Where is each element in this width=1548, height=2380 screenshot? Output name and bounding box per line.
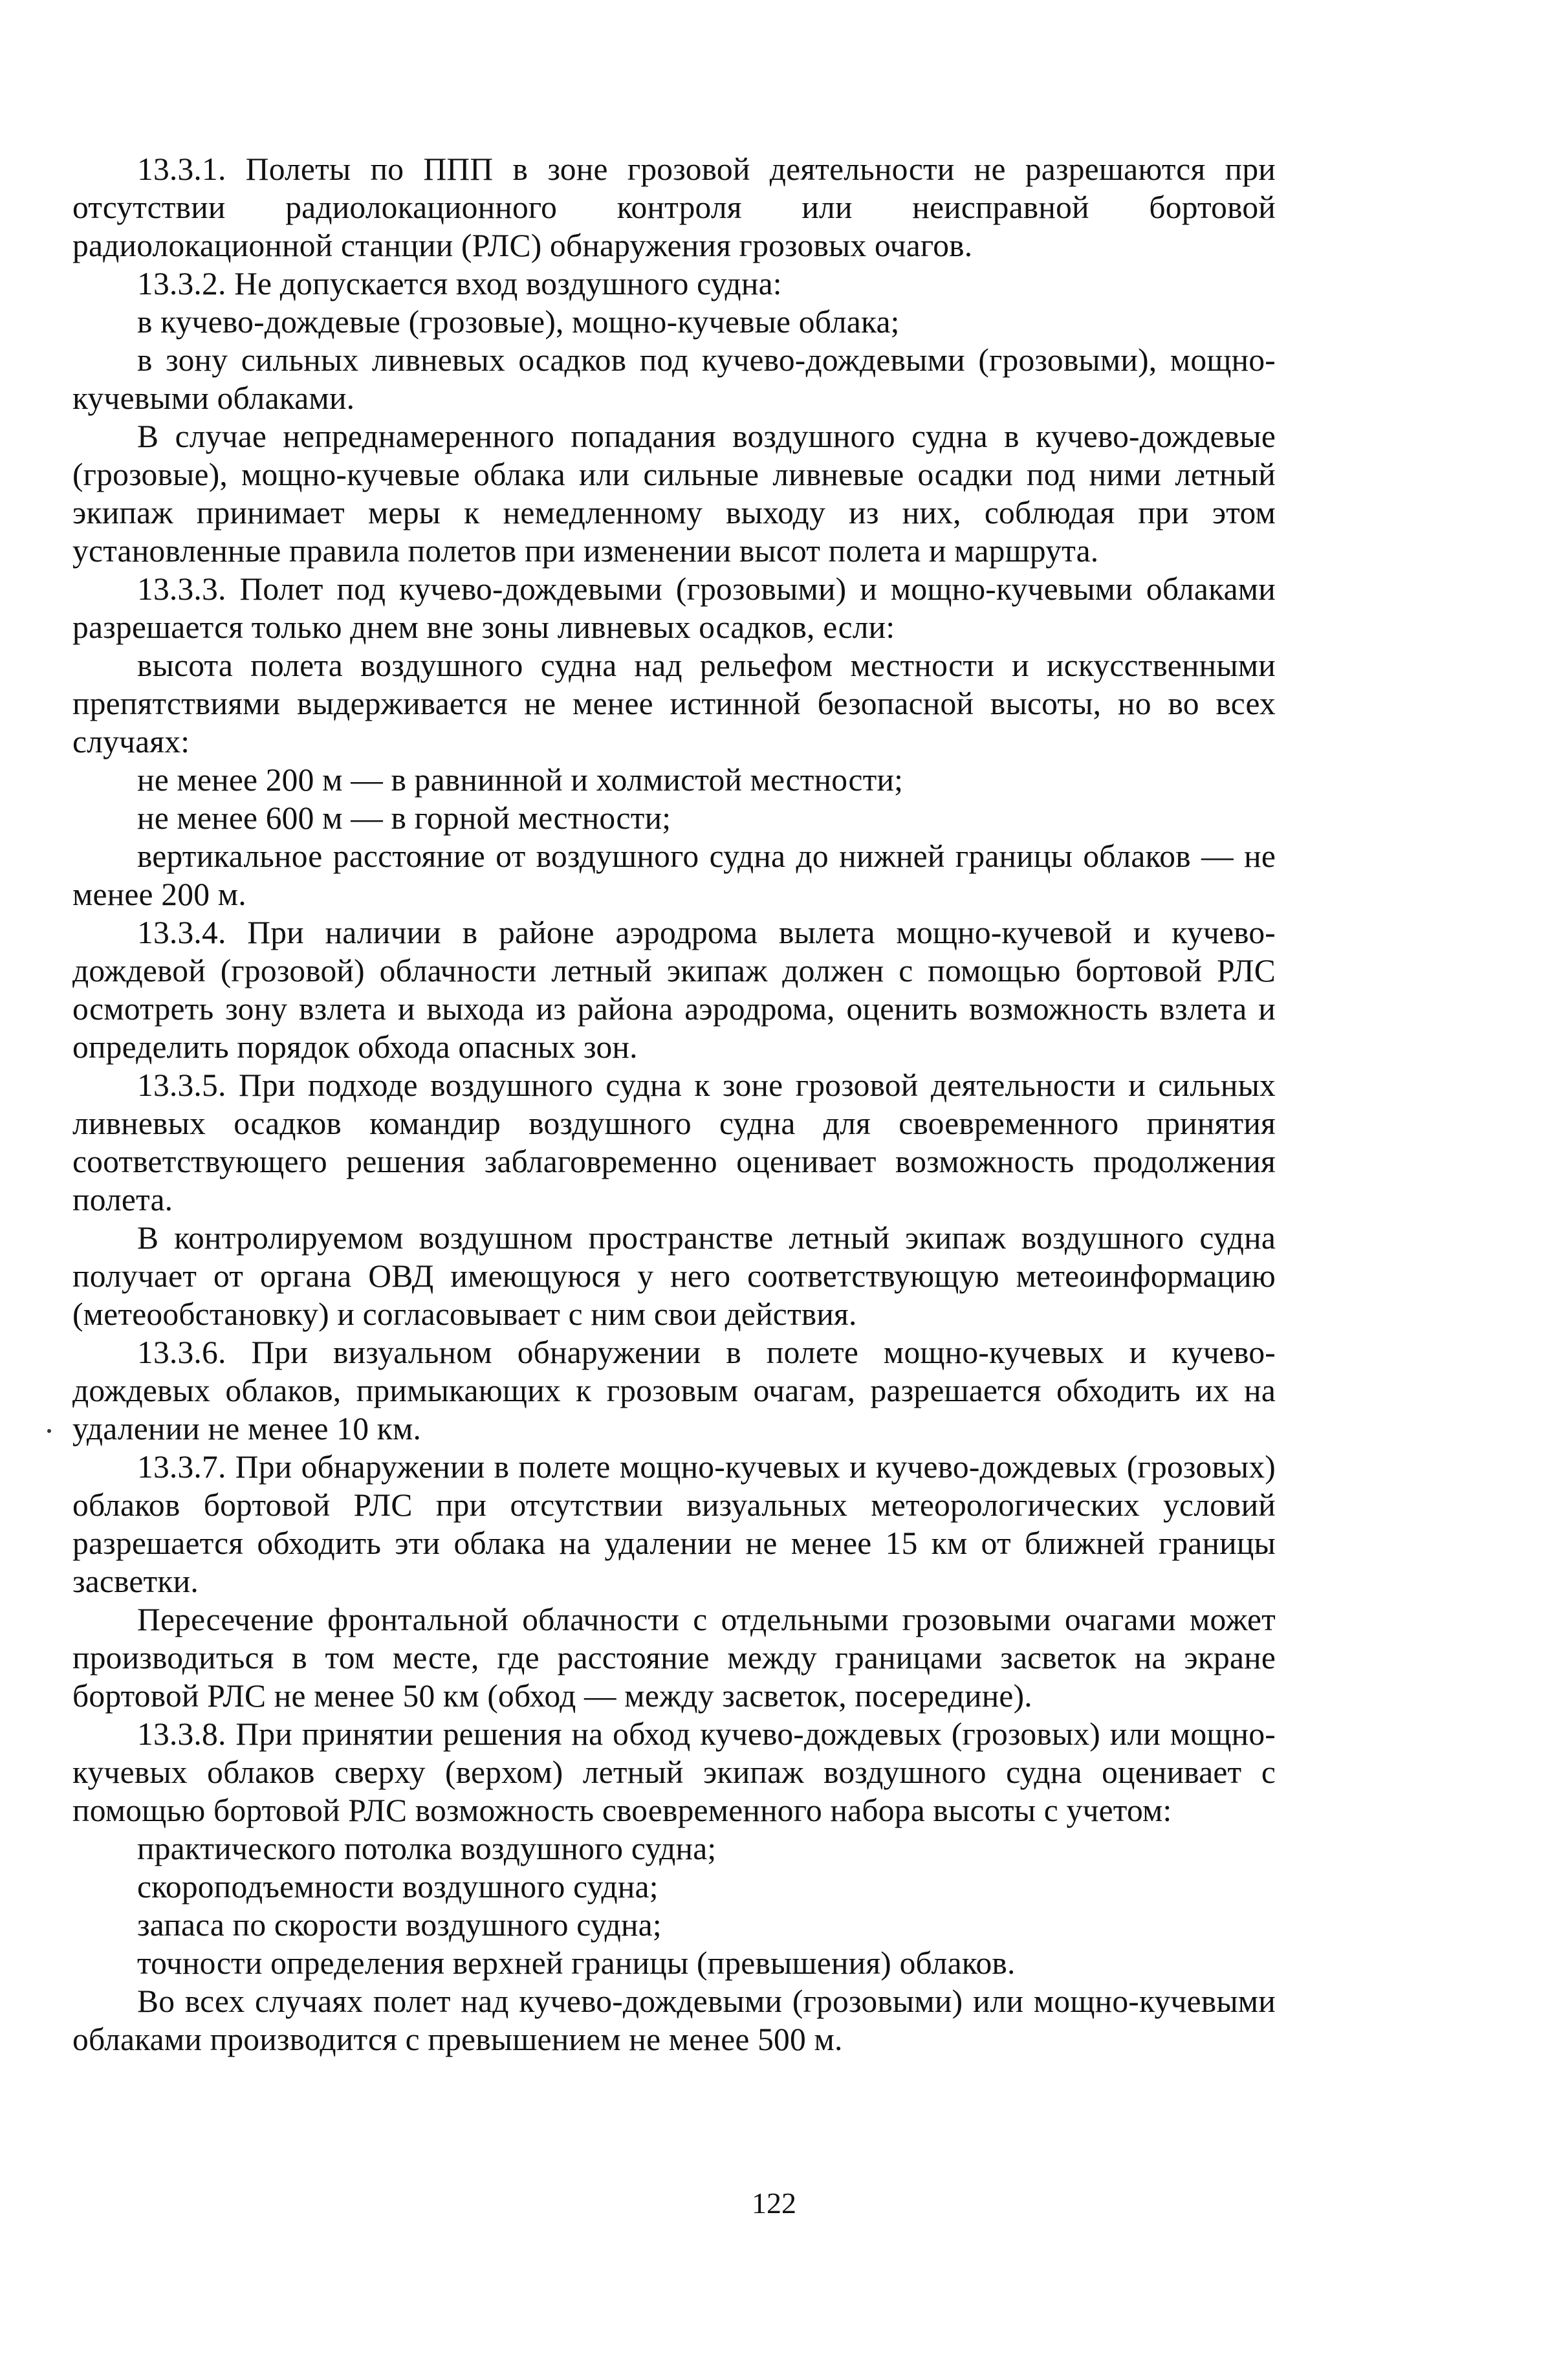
list-item-plain-terrain: не менее 200 м — в равнинной и холмистой местности;: [137, 762, 904, 798]
paragraph-13-3-5: 13.3.5. При подходе воздушного судна к зоне грозовой деятельности и сильных ливневых осадков командир воздушного судна для своевременного принятия соответствующего решения заблаговременно оценивает возможность продолжения полета.: [72, 1067, 1276, 1217]
list-item-cumulonimbus: в кучево-дождевые (грозовые), мощно-кучевые облака;: [137, 304, 900, 340]
list-item-heavy-showers: в зону сильных ливневых осадков под кучево-дождевыми (грозовыми), мощно-кучевыми облаками.: [72, 342, 1276, 416]
paragraph-13-3-3: 13.3.3. Полет под кучево-дождевыми (грозовыми) и мощно-кучевыми облаками разрешается только днем вне зоны ливневых осадков, если:: [72, 571, 1276, 645]
paragraph-unintended-entry: В случае непреднамеренного попадания воздушного судна в кучево-дождевые (грозовые), мощно-кучевые облака или сильные ливневые осадки под ними летный экипаж принимает меры к немедленному выходу из них, соблюдая при этом установленные правила полетов при изменении высот полета и маршрута.: [72, 419, 1276, 569]
page-number: 122: [752, 2187, 796, 2220]
scan-speck: [47, 1429, 51, 1433]
list-item-mountain-terrain: не менее 600 м — в горной местности;: [137, 800, 671, 836]
list-item-speed-margin: запаса по скорости воздушного судна;: [137, 1907, 662, 1943]
list-item-flight-altitude: высота полета воздушного судна над рельефом местности и искусственными препятствиями выдерживается не менее истинной безопасной высоты, но во всех случаях:: [72, 648, 1276, 759]
paragraph-overflight-margin: Во всех случаях полет над кучево-дождевыми (грозовыми) или мощно-кучевыми облаками производится с превышением не менее 500 м.: [72, 1983, 1276, 2057]
body-text: [72, 150, 1276, 2058]
paragraph-13-3-8: 13.3.8. При принятии решения на обход кучево-дождевых (грозовых) или мощно-кучевых облаков сверху (верхом) летный экипаж воздушного судна оценивает с помощью бортовой РЛС возможность своевременного набора высоты с учетом:: [72, 1716, 1276, 1828]
paragraph-13-3-2: 13.3.2. Не допускается вход воздушного судна:: [137, 266, 782, 301]
paragraph-13-3-1: 13.3.1. Полеты по ППП в зоне грозовой деятельности не разрешаются при отсутствии радиолокационного контроля или неисправной бортовой радиолокационной станции (РЛС) обнаружения грозовых очагов.: [72, 151, 1276, 263]
list-item-vertical-distance: вертикальное расстояние от воздушного судна до нижней границы облаков — не менее 200 м.: [72, 838, 1276, 912]
list-item-climb-rate: скороподъемности воздушного судна;: [137, 1869, 659, 1905]
list-item-service-ceiling: практического потолка воздушного судна;: [137, 1831, 717, 1866]
paragraph-13-3-4: 13.3.4. При наличии в районе аэродрома вылета мощно-кучевой и кучево-дождевой (грозовой) облачности летный экипаж должен с помощью бортовой РЛС осмотреть зону взлета и выхода из района аэродрома, оценить возможность взлета и определить порядок обхода опасных зон.: [72, 915, 1276, 1065]
paragraph-13-3-6: 13.3.6. При визуальном обнаружении в полете мощно-кучевых и кучево-дождевых облаков, примыкающих к грозовым очагам, разрешается обходить их на удалении не менее 10 км.: [72, 1335, 1276, 1447]
paragraph-13-3-7: 13.3.7. При обнаружении в полете мощно-кучевых и кучево-дождевых (грозовых) облаков бортовой РЛС при отсутствии визуальных метеорологических условий разрешается обходить эти облака на удалении не менее 15 км от ближней границы засветки.: [72, 1449, 1276, 1599]
paragraph-frontal-clouds: Пересечение фронтальной облачности с отдельными грозовыми очагами может производиться в том месте, где расстояние между границами засветок на экране бортовой РЛС не менее 50 км (обход — между засветок, посередине).: [72, 1602, 1276, 1714]
list-item-cloud-top-accuracy: точности определения верхней границы (превышения) облаков.: [137, 1945, 1016, 1981]
paragraph-controlled-airspace: В контролируемом воздушном пространстве летный экипаж воздушного судна получает от органа ОВД имеющуюся у него соответствующую метеоинформацию (метеообстановку) и согласовывает с ним свои действия.: [72, 1220, 1276, 1332]
